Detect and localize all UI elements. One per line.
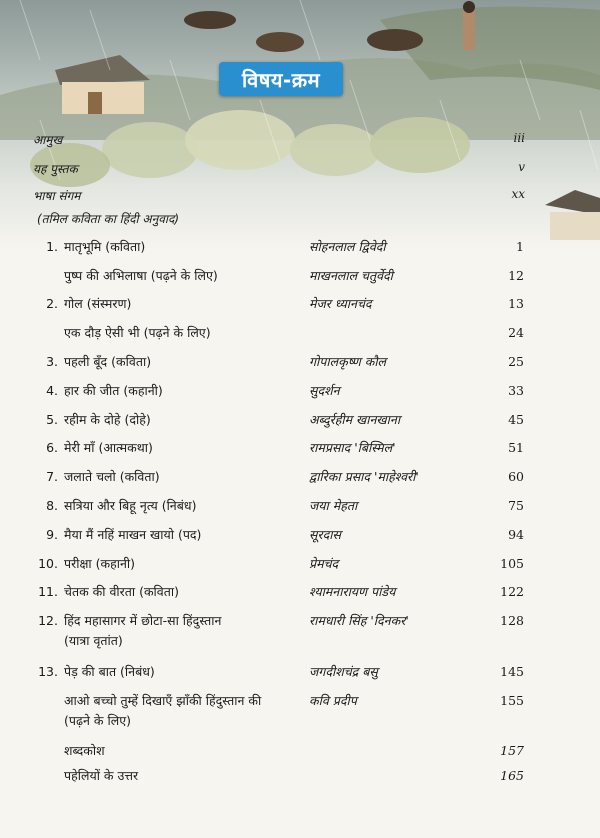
front-matter-row (33, 160, 525, 182)
chapter-number: 3. (46, 354, 58, 369)
chapter-page: 1 (516, 239, 524, 254)
chapter-page: 105 (500, 556, 524, 571)
chapter-number: 7. (46, 469, 58, 484)
front-matter-page: xx (511, 187, 525, 201)
chapter-page: 94 (508, 527, 524, 542)
chapter-number: 4. (46, 383, 58, 398)
front-matter-title: यह पुस्तक (33, 162, 78, 176)
chapter-page: 51 (508, 440, 524, 455)
chapter-title: जलाते चलो (कविता) (64, 469, 160, 484)
chapter-page: 60 (508, 469, 524, 484)
chapter-title: परीक्षा (कहानी) (64, 556, 136, 571)
chapter-author: रामधारी सिंह 'दिनकर' (309, 613, 409, 628)
chapter-page: 128 (500, 613, 524, 628)
chapter-page: 25 (508, 354, 524, 369)
back-matter-title: पहेलियों के उत्तर (64, 768, 139, 783)
chapter-title: पुष्प की अभिलाषा (पढ़ने के लिए) (64, 268, 218, 283)
chapter-number: 13. (38, 664, 58, 679)
chapter-page: 12 (508, 268, 524, 283)
chapter-title: चेतक की वीरता (कविता) (64, 584, 179, 599)
chapter-author: कवि प्रदीप (309, 693, 357, 708)
chapter-author: जगदीशचंद्र बसु (309, 664, 378, 679)
front-matter-note: (तमिल कविता का हिंदी अनुवाद) (37, 212, 180, 226)
chapter-title: सत्रिया और बिहू नृत्य (निबंध) (64, 498, 197, 513)
chapter-page: 155 (500, 693, 524, 708)
front-matter-row (33, 131, 525, 153)
chapter-author: सूरदास (309, 527, 341, 542)
chapter-number: 5. (46, 412, 58, 427)
chapter-page: 122 (500, 584, 524, 599)
chapter-author: द्वारिका प्रसाद 'माहेश्वरी' (309, 469, 419, 484)
back-matter-page: 157 (500, 743, 524, 758)
chapter-page: 45 (508, 412, 524, 427)
chapter-author: गोपालकृष्ण कौल (309, 354, 387, 369)
chapter-author: मेजर ध्यानचंद (309, 296, 372, 311)
front-matter-page: iii (513, 131, 525, 145)
chapter-page: 33 (508, 383, 524, 398)
chapter-subtitle: (यात्रा वृतांत) (64, 633, 123, 648)
chapter-title: आओ बच्चो तुम्हें दिखाएँ झाँकी हिंदुस्तान की (64, 693, 262, 708)
chapter-number: 8. (46, 498, 58, 513)
heading-box (219, 62, 343, 96)
chapter-page: 75 (508, 498, 524, 513)
chapter-number: 11. (38, 584, 58, 599)
chapter-page: 24 (508, 325, 524, 340)
chapter-title: गोल (संस्मरण) (64, 296, 132, 311)
chapter-title: हिंद महासागर में छोटा-सा हिंदुस्तान (64, 613, 222, 628)
chapter-subtitle: (पढ़ने के लिए) (64, 713, 132, 728)
chapter-author: श्यामनारायण पांडेय (309, 584, 396, 599)
chapter-number: 6. (46, 440, 58, 455)
chapter-author: सोहनलाल द्विवेदी (309, 239, 386, 254)
chapter-author: अब्दुर्रहीम खानखाना (309, 412, 401, 427)
chapter-number: 10. (38, 556, 58, 571)
chapter-page: 145 (500, 664, 524, 679)
chapter-number: 9. (46, 527, 58, 542)
page-title: विषय-क्रम (241, 67, 321, 92)
front-matter-title: भाषा संगम (33, 189, 81, 203)
chapter-title: मातृभूमि (कविता) (64, 239, 146, 254)
chapter-author: जया मेहता (309, 498, 358, 513)
chapter-title: रहीम के दोहे (दोहे) (64, 412, 151, 427)
front-matter-title: आमुख (33, 133, 63, 147)
chapter-author: माखनलाल चतुर्वेदी (309, 268, 393, 283)
chapter-title: एक दौड़ ऐसी भी (पढ़ने के लिए) (64, 325, 211, 340)
chapter-title: पेड़ की बात (निबंध) (64, 664, 155, 679)
chapter-number: 2. (46, 296, 58, 311)
chapter-author: रामप्रसाद 'बिस्मिल' (309, 440, 396, 455)
chapter-title: हार की जीत (कहानी) (64, 383, 163, 398)
front-matter-page: v (518, 160, 525, 174)
back-matter-title: शब्दकोश (64, 743, 105, 758)
front-matter-row (33, 187, 525, 209)
chapter-number: 12. (38, 613, 58, 628)
chapter-author: सुदर्शन (309, 383, 340, 398)
chapter-title: मैया मैं नहिं माखन खायो (पद) (64, 527, 202, 542)
chapter-number: 1. (46, 239, 58, 254)
chapter-title: मेरी माँ (आत्मकथा) (64, 440, 153, 455)
chapter-title: पहली बूँद (कविता) (64, 354, 152, 369)
chapter-author: प्रेमचंद (309, 556, 339, 571)
back-matter-page: 165 (500, 768, 524, 783)
chapter-page: 13 (508, 296, 524, 311)
